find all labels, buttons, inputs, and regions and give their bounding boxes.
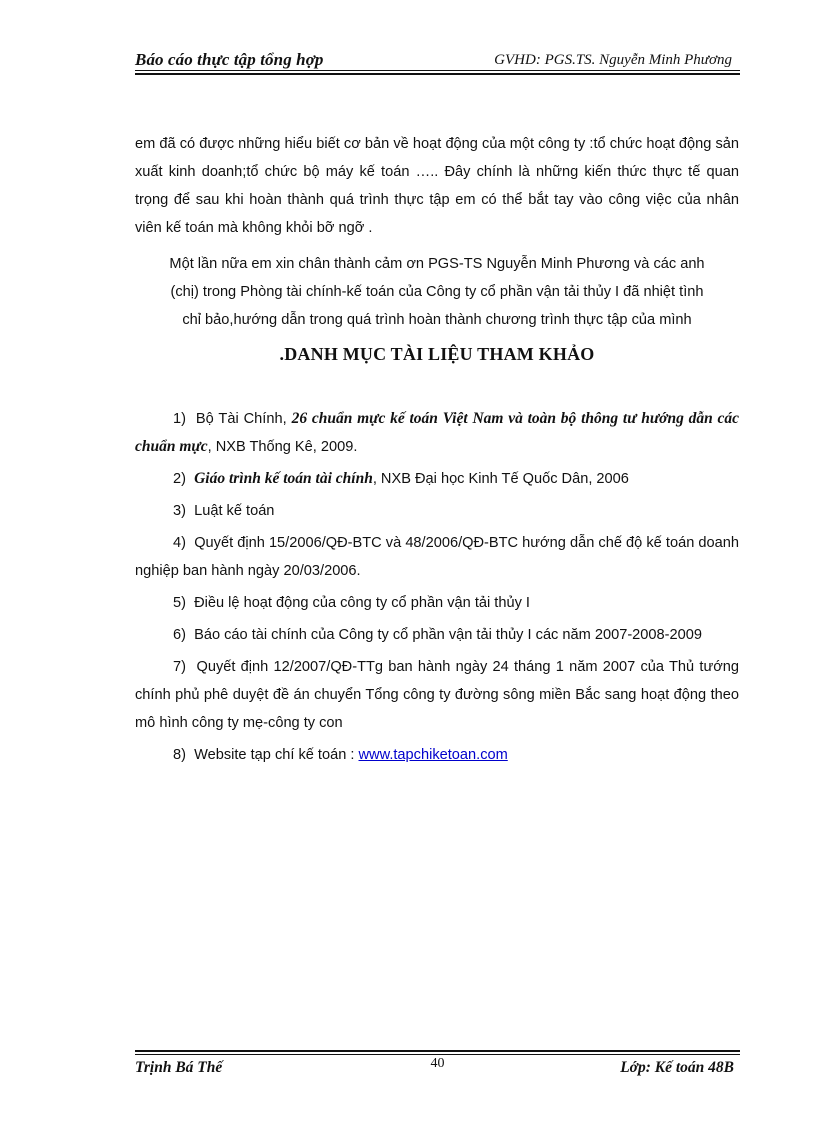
reference-item — [135, 405, 739, 461]
reference-number: 1) — [173, 411, 186, 427]
reference-number: 2) — [173, 471, 186, 487]
reference-number: 6) — [173, 627, 186, 643]
reference-item — [135, 589, 739, 617]
page-number: 40 — [430, 1056, 445, 1071]
reference-list — [135, 405, 739, 773]
thanks-line-2: (chị) trong Phòng tài chính-kế toán của Công ty cổ phần vận tải thủy I đã nhiệt tình — [170, 284, 704, 300]
footer-author: Trịnh Bá Thế — [135, 1059, 223, 1076]
reference-number: 8) — [173, 747, 186, 763]
reference-author: Bộ Tài Chính, — [195, 411, 292, 427]
reference-text: Website tạp chí kế toán : — [194, 747, 359, 763]
footer-rule-thick — [135, 1050, 740, 1052]
reference-text: Quyết định 12/2007/QĐ-TTg ban hành ngày 24 tháng 1 năm 2007 của Thủ tướng chính phủ phê duyệt đề án chuyển Tổng công ty đường sông miền Bắc sang hoạt động theo mô hình công ty mẹ-công ty con — [135, 659, 740, 731]
reference-item — [135, 741, 739, 769]
reference-text: Luật kế toán — [194, 503, 275, 519]
reference-number: 4) — [173, 535, 186, 551]
reference-item — [135, 653, 739, 737]
thanks-line-3: chỉ bảo,hướng dẫn trong quá trình hoàn thành chương trình thực tập của mình — [182, 312, 692, 328]
reference-number: 5) — [173, 595, 186, 611]
reference-text: Quyết định 15/2006/QĐ-BTC và 48/2006/QĐ-BTC hướng dẫn chế độ kế toán doanh nghiệp ban hành ngày 20/03/2006. — [135, 535, 740, 579]
reference-text: Điều lệ hoạt động của công ty cổ phần vận tải thủy I — [194, 595, 530, 611]
reference-title: 26 chuẩn mực kế toán Việt Nam và toàn bộ thông tư hướng dẫn các chuẩn mực — [135, 410, 740, 455]
reference-item — [135, 529, 739, 585]
reference-item — [135, 465, 739, 493]
page-header — [135, 48, 740, 74]
reference-item — [135, 497, 739, 525]
reference-text: Báo cáo tài chính của Công ty cổ phần vận tải thủy I các năm 2007-2008-2009 — [194, 627, 702, 643]
header-report-title: Báo cáo thực tập tổng hợp — [135, 50, 324, 69]
thanks-paragraph — [135, 250, 739, 334]
reference-number: 7) — [173, 659, 186, 675]
website-link[interactable]: www.tapchiketoan.com — [358, 747, 508, 763]
header-advisor: GVHD: PGS.TS. Nguyễn Minh Phương — [494, 52, 732, 68]
reference-publisher: , NXB Đại học Kinh Tế Quốc Dân, 2006 — [372, 471, 629, 487]
reference-number: 3) — [173, 503, 186, 519]
reference-publisher: , NXB Thống Kê, 2009. — [207, 439, 358, 455]
page-footer — [135, 1050, 740, 1080]
reference-title: Giáo trình kế toán tài chính — [194, 470, 373, 487]
footer-rule — [135, 1054, 740, 1055]
intro-paragraph: em đã có được những hiểu biết cơ bản về hoạt động của một công ty :tổ chức hoạt động sản xuất kinh doanh;tổ chức bộ máy kế toán ….. Đây chính là những kiến thức thực tế quan trọng để sau khi hoàn thành quá trình thực tập em có thể bắt tay vào công việc của nhân viên kế toán mà không khỏi bỡ ngỡ . — [135, 136, 739, 236]
header-rule — [135, 70, 740, 71]
footer-class: Lớp: Kế toán 48B — [620, 1059, 734, 1076]
section-title: .DANH MỤC TÀI LIỆU THAM KHẢO — [279, 344, 595, 364]
reference-item — [135, 621, 739, 649]
thanks-line-1: Một lần nữa em xin chân thành cảm ơn PGS-TS Nguyễn Minh Phương và các anh — [169, 256, 705, 272]
header-rule-thick — [135, 73, 740, 75]
